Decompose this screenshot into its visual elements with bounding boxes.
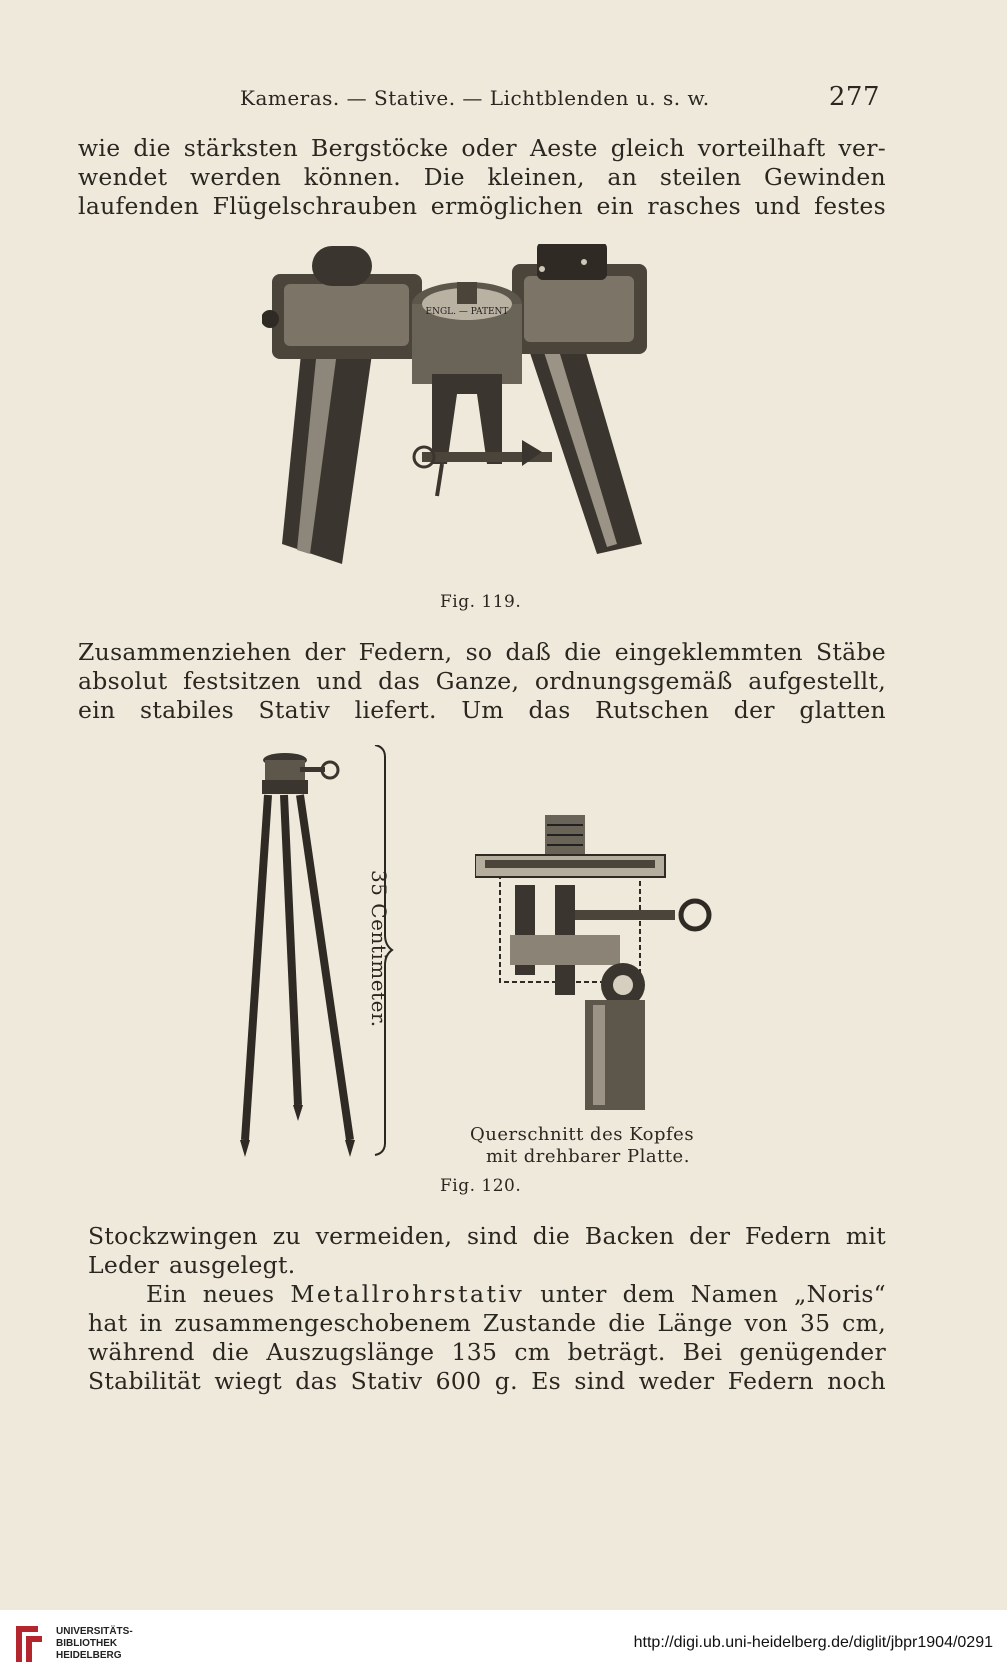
text-line: Zusammenziehen der Federn, so daß die eingeklemmten Stäbe [78,638,886,666]
patent-stamp: ENGL. — PATENT [425,307,509,317]
cross-section-caption-2: mit drehbarer Platte. [486,1146,690,1167]
cross-section-caption-1: Querschnitt des Kopfes [470,1124,695,1145]
dimension-label: 35 Centimeter. [367,870,391,1028]
figure-119-caption: Fig. 119. [440,592,522,612]
text-line: Stockzwingen zu vermeiden, sind die Backen der Federn mit [88,1222,886,1250]
text-line: ein stabiles Stativ liefert. Um das Rutschen der glatten [78,696,886,724]
text-line: während die Auszugslänge 135 cm beträgt. Bei genügender [88,1338,886,1366]
text-line: Stabilität wiegt das Stativ 600 g. Es sind weder Federn noch [88,1367,886,1395]
text-line: Leder ausgelegt. [88,1251,296,1279]
figure-120-caption: Fig. 120. [440,1176,522,1196]
figure-119-illustration [262,244,702,564]
library-logo-icon [12,1622,46,1666]
text-segment: Ein neues [146,1280,291,1308]
text-line: wie die stärksten Bergstöcke oder Aeste gleich vorteilhaft ver- [78,134,886,162]
text-line [88,1280,886,1309]
figure-120-tripod-illustration [240,745,420,1170]
text-line: wendet werden können. Die kleinen, an steilen Gewinden [78,163,886,191]
paragraph-1 [78,134,886,221]
paragraph-2 [78,638,886,725]
running-title: Kameras. — Stative. — Lichtblenden u. s. w. [240,86,710,110]
figure-120-cross-section-illustration [475,815,725,1115]
text-line: laufenden Flügelschrauben ermöglichen ein rasches und festes [78,192,886,220]
paragraph-3 [88,1222,886,1396]
text-line: hat in zusammengeschobenem Zustande die Länge von 35 cm, [88,1309,886,1337]
running-header [80,82,880,116]
library-name [56,1626,133,1662]
library-name-line: UNIVERSITÄTS- [56,1626,133,1637]
text-segment: unter dem Namen „Noris“ [524,1280,886,1308]
digitization-footer [0,1610,1007,1679]
source-url-link[interactable]: http://digi.ub.uni-heidelberg.de/diglit/jbpr1904/0291 [633,1634,993,1651]
emphasized-term: Metallrohrstativ [290,1280,525,1308]
library-name-line: HEIDELBERG [56,1650,122,1661]
text-line: absolut festsitzen und das Ganze, ordnungsgemäß aufgestellt, [78,667,886,695]
library-name-line: BIBLIOTHEK [56,1638,118,1649]
page-number: 277 [828,82,880,112]
